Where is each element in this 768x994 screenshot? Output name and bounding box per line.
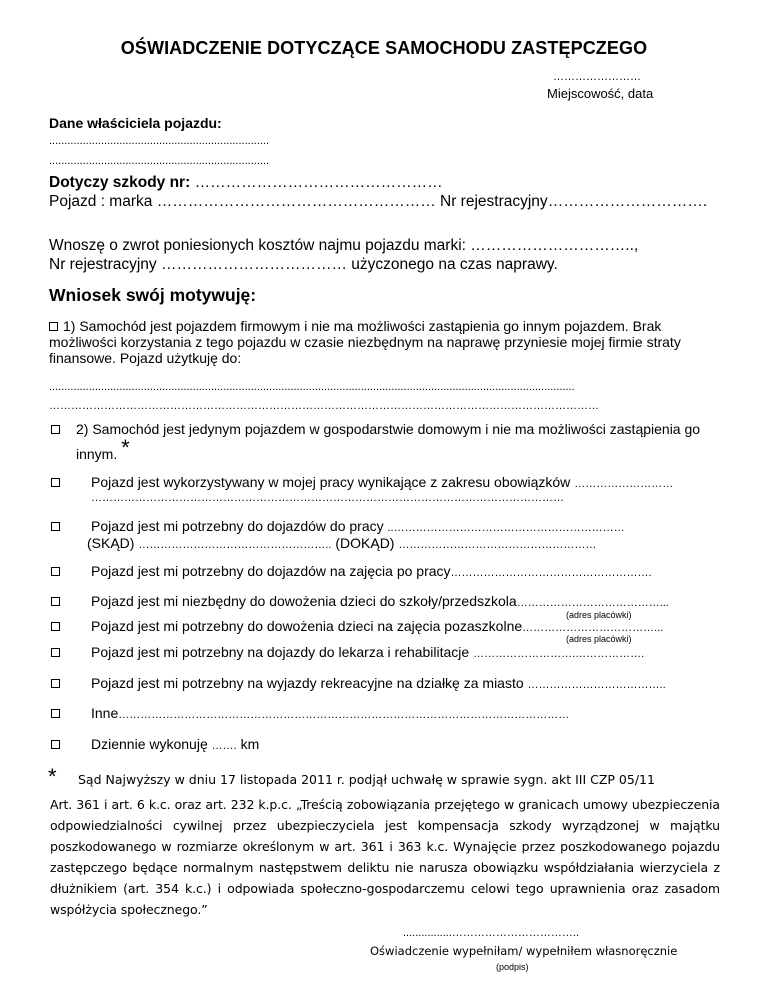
item-work-text	[91, 474, 673, 490]
owner-line-2[interactable]: ........................................................................	[49, 155, 270, 167]
item-extracurricular-note: (adres placówki)	[566, 634, 632, 644]
item-commute-checkbox[interactable]	[51, 522, 60, 531]
item-school-text	[91, 593, 669, 609]
item-commute-label: Pojazd jest mi potrzebny do dojazdów do pracy	[91, 518, 384, 534]
place-date-field[interactable]: ……………………	[553, 71, 641, 83]
request-line-1	[49, 237, 638, 255]
item-recreation-checkbox[interactable]	[51, 679, 60, 688]
request-text: Wnoszę o zwrot poniesionych kosztów najmu pojazdu marki:	[49, 237, 466, 254]
footnote-ruling: Sąd Najwyższy w dniu 17 listopada 2011 r. podjął uchwałę w sprawie sygn. akt III CZP 05/11	[78, 772, 655, 787]
vehicle-reg-field[interactable]: ………………………….	[547, 193, 707, 210]
item-recreation-label: Pojazd jest mi potrzebny na wyjazdy rekreacyjne na działkę za miasto	[91, 675, 524, 691]
item-daily-checkbox[interactable]	[51, 740, 60, 749]
item-school-checkbox[interactable]	[51, 597, 60, 606]
footnote-asterisk: *	[48, 764, 57, 789]
request-text-2: użyczonego na czas naprawy.	[351, 256, 558, 273]
commute-to-field[interactable]: ………………………………………………	[398, 539, 597, 551]
item-other-field[interactable]: ……………………………………………………………………………………………………………	[118, 709, 570, 721]
item-commute-field[interactable]: ..………………………………………………………	[387, 522, 625, 534]
signature-field[interactable]: ................……………………………..	[403, 927, 580, 939]
item-school-field[interactable]: …………………………………...	[516, 597, 669, 609]
request-line-2	[49, 256, 558, 274]
item-school-note: (adres placówki)	[566, 610, 632, 620]
vehicle-make-field[interactable]: ………………………………………………	[156, 193, 436, 210]
commute-from-field[interactable]: ……………………………………………..	[138, 539, 332, 551]
option-1-checkbox[interactable]	[49, 322, 58, 331]
rental-reg-field[interactable]: ………………………………	[160, 256, 347, 273]
item-doctor-checkbox[interactable]	[51, 648, 60, 657]
item-daily-field[interactable]: …….	[211, 740, 237, 752]
item-extracurricular-text	[91, 618, 663, 634]
item-other-text	[91, 705, 569, 721]
rental-reg-label: Nr rejestracyjny	[49, 256, 157, 273]
item-doctor-text	[91, 644, 644, 660]
item-daily-text	[91, 736, 259, 752]
item-classes-label: Pojazd jest mi potrzebny do dojazdów na zajęcia po pracy	[91, 563, 451, 579]
commute-from-label: (SKĄD)	[87, 535, 135, 551]
option-2-text-end	[76, 435, 130, 465]
claim-row	[49, 174, 443, 192]
item-work-checkbox[interactable]	[51, 478, 60, 487]
claim-number-label: Dotyczy szkody nr:	[49, 174, 191, 191]
item-work-field-2[interactable]: …………………………………………………………………………………………………………………	[91, 492, 564, 504]
item-commute-route	[87, 535, 596, 551]
motivation-heading: Wniosek swój motywuję:	[49, 285, 257, 305]
option-2-asterisk: *	[121, 435, 130, 460]
item-daily-label: Dziennie wykonuję	[91, 736, 208, 752]
option-2-innym: innym.	[76, 446, 118, 462]
document-title: OŚWIADCZENIE DOTYCZĄCE SAMOCHODU ZASTĘPCZEGO	[120, 38, 648, 58]
rental-make-field[interactable]: …………………………..,	[470, 237, 639, 254]
item-other-checkbox[interactable]	[51, 709, 60, 718]
item-extracurricular-label: Pojazd jest mi potrzebny do dowożenia dzieci na zajęcia pozaszkolne	[91, 618, 523, 634]
item-recreation-field[interactable]: ………………………………..	[527, 679, 666, 691]
item-classes-field[interactable]: ……………………………………………….	[450, 567, 652, 579]
item-classes-checkbox[interactable]	[51, 567, 60, 576]
option-1-use-line-1[interactable]: ............................................................................................................................................................................	[49, 381, 575, 393]
item-daily-unit: km	[240, 736, 260, 752]
item-doctor-field[interactable]: ……………………….……………….	[473, 648, 645, 660]
item-classes-text	[91, 563, 652, 579]
item-extracurricular-field[interactable]: ………………………………...	[522, 622, 664, 634]
item-school-label: Pojazd jest mi niezbędny do dowożenia dzieci do szkoły/przedszkola	[91, 593, 517, 609]
place-date-label: Miejscowość, data	[547, 86, 654, 101]
item-recreation-text	[91, 675, 666, 691]
owner-heading: Dane właściciela pojazdu:	[49, 115, 222, 131]
item-work-label: Pojazd jest wykorzystywany w mojej pracy wynikające z zakresu obowiązków	[91, 474, 571, 490]
item-commute-text	[91, 518, 625, 534]
item-extracurricular-checkbox[interactable]	[51, 622, 60, 631]
commute-to-label: (DOKĄD)	[335, 535, 395, 551]
vehicle-reg-label: Nr rejestracyjny	[440, 193, 548, 210]
item-work-field[interactable]: ………………………	[574, 478, 674, 490]
owner-line-1[interactable]: ........................................................................	[49, 135, 270, 147]
option-2-checkbox[interactable]	[51, 425, 60, 434]
option-1	[49, 318, 689, 366]
option-2-text: 2) Samochód jest jedynym pojazdem w gospodarstwie domowym i nie ma możliwości zastąpienia go	[76, 421, 701, 437]
signature-label: Oświadczenie wypełniłam/ wypełniłem własnoręcznie	[370, 944, 678, 958]
item-other-label: Inne	[91, 705, 119, 721]
claim-number-field[interactable]: …………………………………………	[194, 174, 443, 191]
signature-sub: (podpis)	[496, 962, 529, 972]
footnote-legal-text: Art. 361 i art. 6 k.c. oraz art. 232 k.p.c. „Treścią zobowiązania przejętego w granicach umowy ubezpieczenia odpowiedzialności cywilnej przez ubezpieczyciela jest kompensacja szkody wyrządzonej w majątku poszkodowanego w rozmiarze określonym w art. 361 i 363 k.c. Wynajęcie przez poszkodowanego pojazdu zastępczego będące normalnym następstwem deliktu nie narusza obowiązku współdziałania wierzyciela z dłużnikiem (art. 354 k.c.) i odpowiada społeczno-gospodarczemu celowi tego uprawnienia oraz zasadom współżycia społecznego.”	[50, 797, 720, 917]
option-1-text: 1) Samochód jest pojazdem firmowym i nie ma możliwości zastąpienia go innym pojazdem. Brak możliwości korzystania z tego pojazdu w czasie niezbędnym na naprawę przyniesie mojej firmie straty finansowe. Pojazd użytkuję do:	[49, 318, 681, 366]
option-1-use-line-2[interactable]: ……………………………………………………………………………………………………………………………………	[49, 400, 599, 412]
item-doctor-label: Pojazd jest mi potrzebny na dojazdy do lekarza i rehabilitacje	[91, 644, 470, 660]
vehicle-make-label: Pojazd : marka	[49, 193, 153, 210]
vehicle-row	[49, 193, 707, 211]
